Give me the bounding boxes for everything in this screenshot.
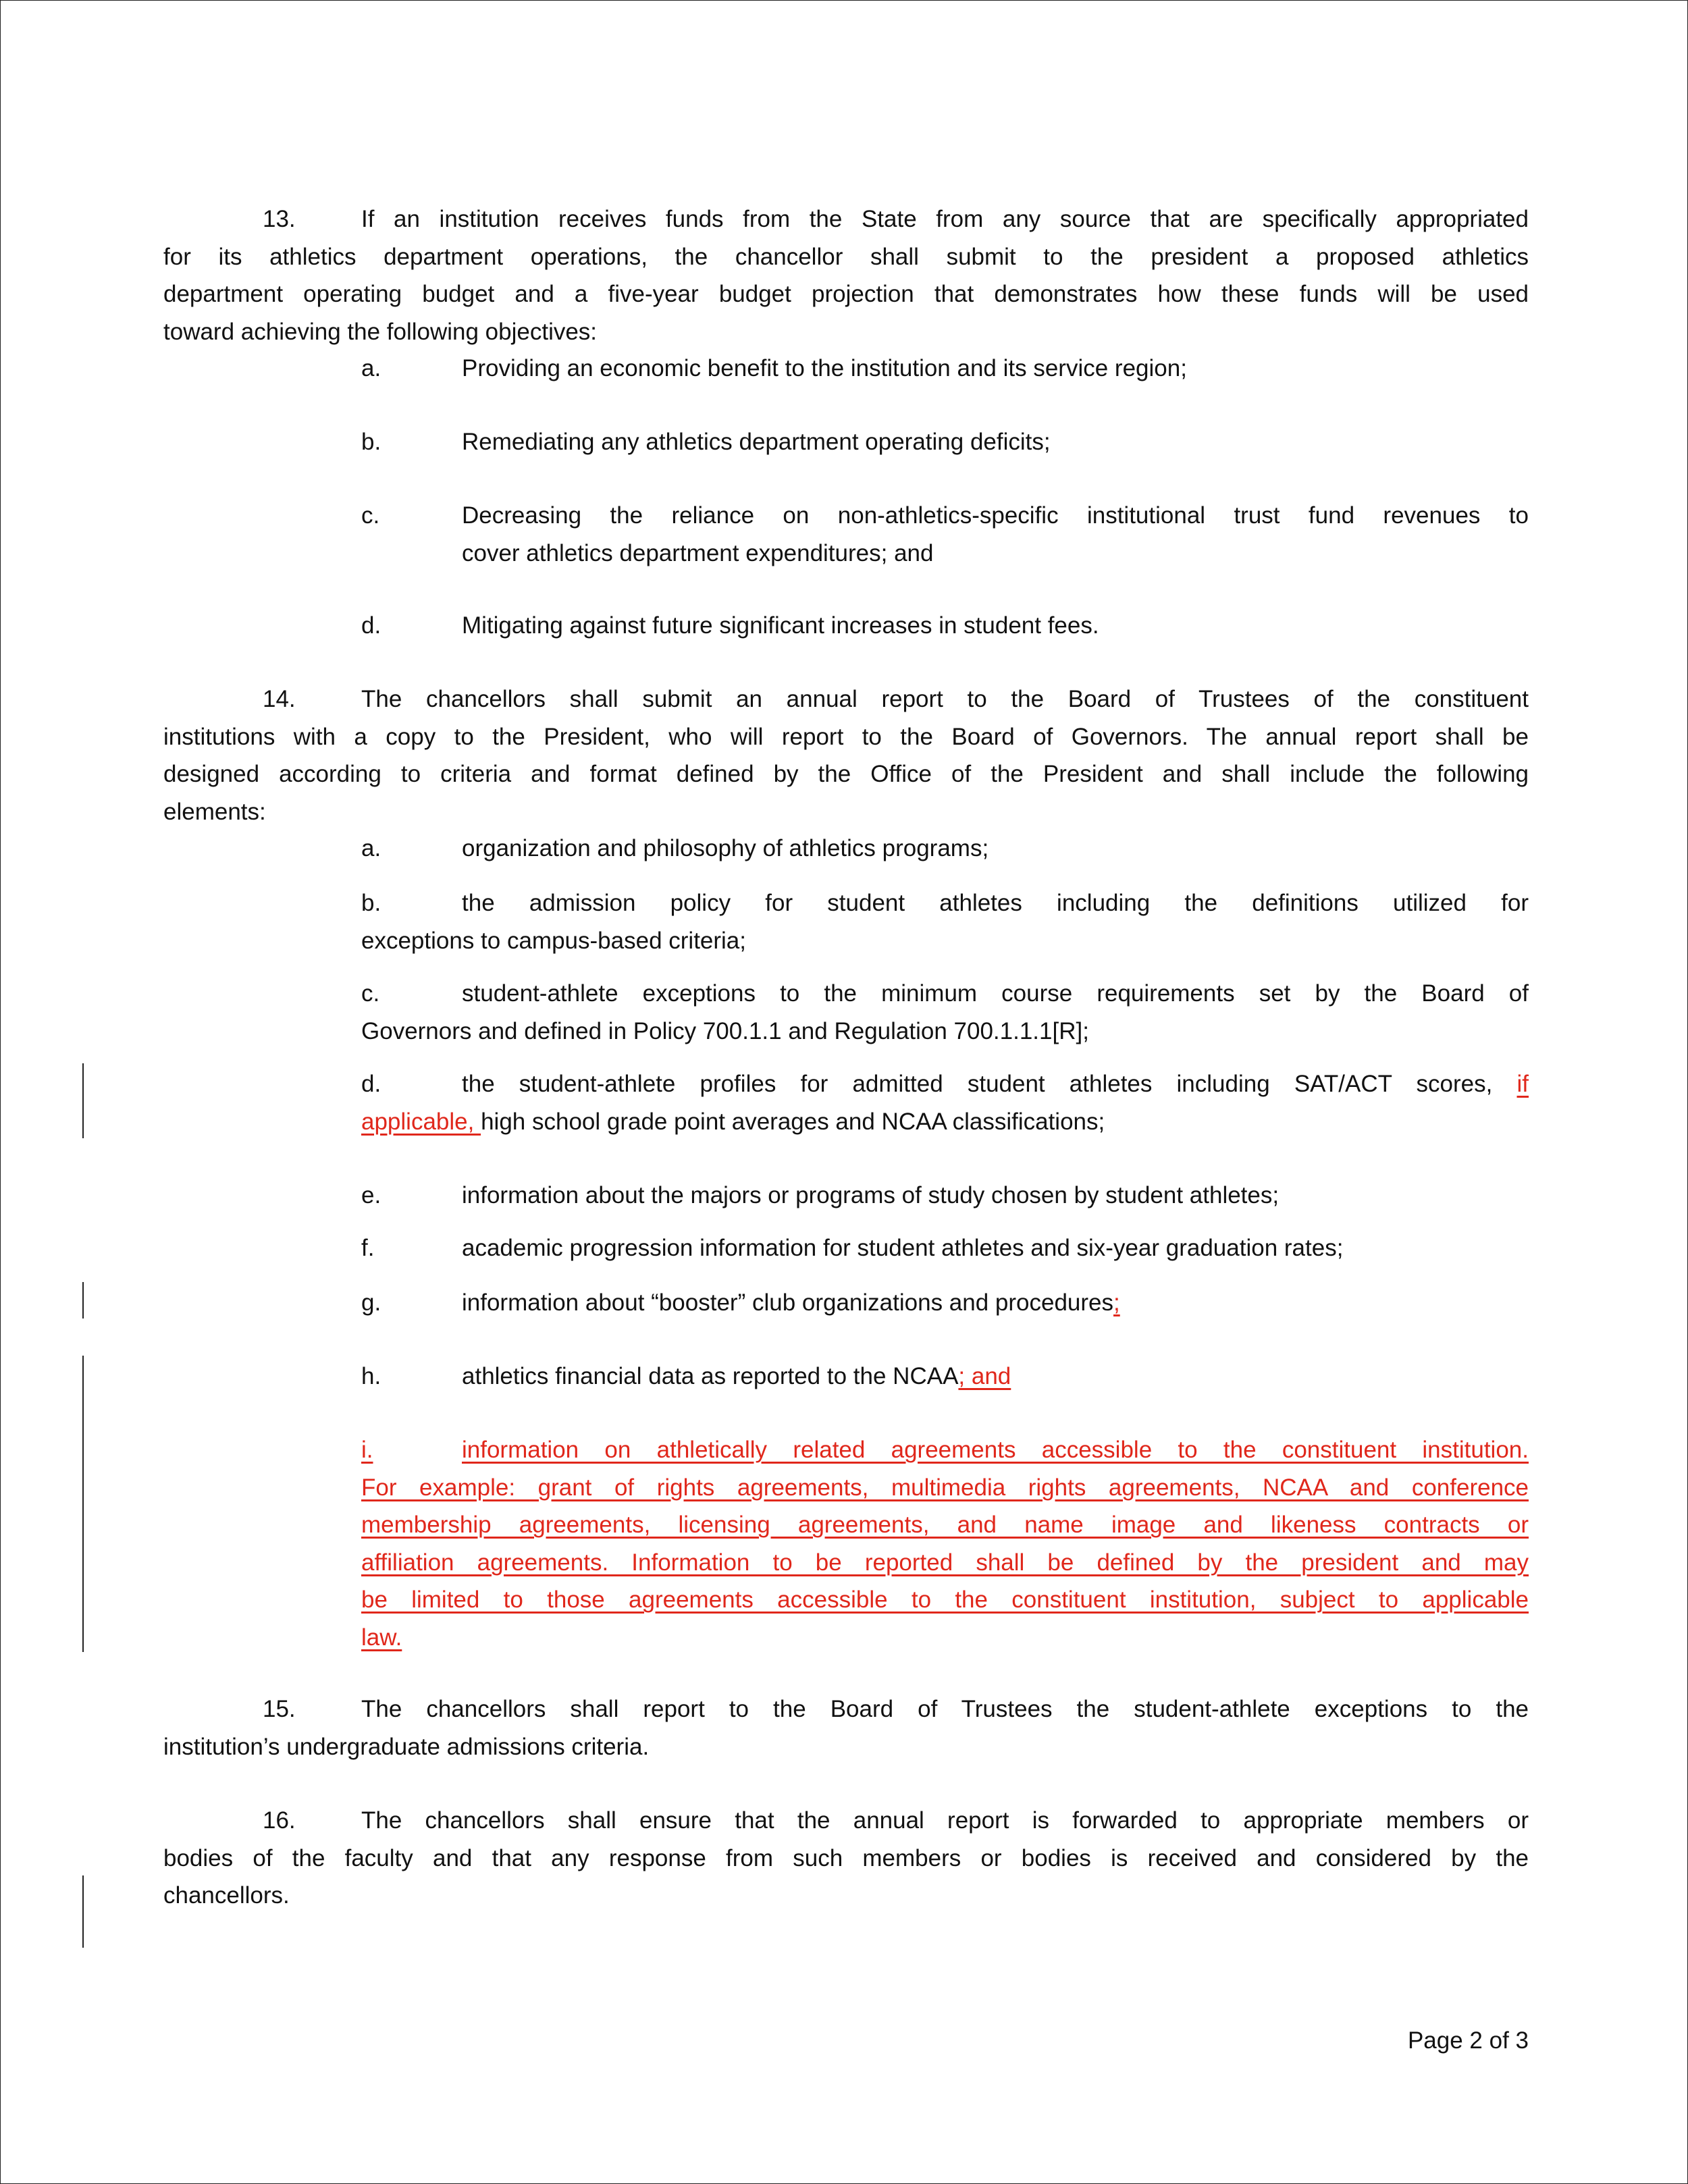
list-item-label: f.	[361, 1235, 375, 1261]
list-item-label: d.	[361, 1071, 381, 1097]
change-bar	[82, 1282, 84, 1319]
text-segment: academic progression information for student athletes and six-year graduation rates;	[462, 1235, 1344, 1261]
paragraph-number: 16.	[263, 1807, 296, 1834]
text-segment: institution’s undergraduate admissions criteria.	[163, 1733, 650, 1760]
change-bar	[82, 1063, 84, 1138]
text-segment: toward achieving the following objectives:	[163, 318, 598, 345]
text-line	[462, 833, 1529, 864]
text-segment: department operating budget and a five-year budget projection that demonstrates how these funds will be used	[163, 281, 1529, 308]
text-line	[163, 1843, 1529, 1874]
paragraph-number: 13.	[263, 206, 296, 232]
text-line	[462, 1361, 1529, 1392]
inserted-text: ; and	[958, 1363, 1011, 1389]
text-line	[163, 317, 1529, 348]
paragraph-number: 15.	[263, 1696, 296, 1722]
inserted-text: membership agreements, licensing agreements, and name image and likeness contracts or	[361, 1512, 1529, 1539]
text-line	[462, 1069, 1529, 1100]
text-segment: exceptions to campus-based criteria;	[361, 927, 746, 954]
inserted-text: information on athletically related agreements accessible to the constituent institution.	[462, 1437, 1529, 1463]
text-segment: cover athletics department expenditures; and	[462, 539, 934, 566]
text-line	[163, 759, 1529, 790]
text-line	[462, 978, 1529, 1009]
text-line	[462, 353, 1529, 384]
text-segment: bodies of the faculty and that any response from such members or bodies is received and considered by the	[163, 1844, 1529, 1871]
text-line	[361, 204, 1529, 235]
change-bar	[82, 1356, 84, 1652]
text-line	[361, 926, 1529, 957]
text-segment: designed according to criteria and format defined by the Office of the President and shall include the following	[163, 761, 1529, 788]
text-segment: Governors and defined in Policy 700.1.1 and Regulation 700.1.1.1[R];	[361, 1017, 1089, 1044]
list-item-label: c.	[361, 980, 380, 1007]
text-segment: Decreasing the reliance on non-athletics-specific institutional trust fund revenues to	[462, 502, 1529, 529]
text-line	[462, 427, 1529, 458]
text-line	[462, 500, 1529, 531]
text-line	[163, 242, 1529, 273]
text-line	[163, 1880, 1529, 1911]
list-item-label: i.	[361, 1437, 373, 1463]
list-item-label: d.	[361, 612, 381, 639]
inserted-text: law.	[361, 1624, 402, 1651]
text-line	[361, 1694, 1529, 1725]
text-segment: Remediating any athletics department operating deficits;	[462, 429, 1051, 455]
text-line	[163, 1732, 1529, 1763]
text-line	[361, 1107, 1529, 1138]
text-segment: the student-athlete profiles for admitted student athletes including SAT/ACT scores,	[462, 1071, 1517, 1097]
text-segment: Providing an economic benefit to the institution and its service region;	[462, 355, 1187, 381]
text-line	[462, 1233, 1529, 1264]
page-number: Page 2 of 3	[1407, 2027, 1529, 2054]
text-line	[462, 538, 1529, 569]
text-line	[163, 797, 1529, 828]
list-item-label: b.	[361, 429, 381, 455]
text-segment: The chancellors shall ensure that the annual report is forwarded to appropriate members or	[361, 1807, 1529, 1834]
inserted-text: ;	[1113, 1289, 1120, 1316]
text-segment: The chancellors shall report to the Board of Trustees the student-athlete exceptions to the	[361, 1696, 1529, 1722]
text-line	[361, 1510, 1529, 1541]
text-segment: elements:	[163, 798, 266, 825]
inserted-text: applicable,	[361, 1108, 481, 1135]
text-segment: institutions with a copy to the President, who will report to the Board of Governors. The annual report shall be	[163, 723, 1529, 750]
inserted-text: be limited to those agreements accessible to the constituent institution, subject to applicable	[361, 1587, 1529, 1614]
text-segment: athletics financial data as reported to the NCAA	[462, 1363, 959, 1389]
list-item-label: e.	[361, 1182, 381, 1208]
text-segment: chancellors.	[163, 1882, 290, 1909]
text-line	[361, 1472, 1529, 1503]
inserted-text: For example: grant of rights agreements, multimedia rights agreements, NCAA and conference	[361, 1474, 1529, 1501]
text-line	[361, 1584, 1529, 1616]
text-line	[361, 1805, 1529, 1836]
text-segment: information about “booster” club organizations and procedures	[462, 1289, 1114, 1316]
text-line	[462, 1287, 1529, 1319]
text-segment: If an institution receives funds from the State from any source that are specifically appropriated	[361, 206, 1529, 232]
list-item-label: g.	[361, 1289, 381, 1316]
paragraph-number: 14.	[263, 686, 296, 712]
list-item-label: c.	[361, 502, 380, 529]
text-line	[361, 684, 1529, 715]
text-segment: organization and philosophy of athletics programs;	[462, 835, 989, 861]
text-segment: Mitigating against future significant increases in student fees.	[462, 612, 1099, 639]
list-item-label: a.	[361, 355, 381, 381]
text-line	[462, 888, 1529, 919]
change-bar	[82, 1875, 84, 1948]
list-item-label: a.	[361, 835, 381, 861]
text-segment: The chancellors shall submit an annual report to the Board of Trustees of the constituent	[361, 686, 1529, 712]
text-line	[462, 1435, 1529, 1466]
text-line	[163, 279, 1529, 310]
list-item-label: b.	[361, 890, 381, 916]
text-line	[361, 1547, 1529, 1578]
text-segment: the admission policy for student athletes including the definitions utilized for	[462, 890, 1529, 916]
text-segment: high school grade point averages and NCAA classifications;	[481, 1108, 1105, 1135]
text-line	[163, 722, 1529, 753]
text-line	[361, 1622, 1529, 1653]
list-item-label: h.	[361, 1363, 381, 1389]
text-segment: information about the majors or programs of study chosen by student athletes;	[462, 1182, 1280, 1208]
text-segment: student-athlete exceptions to the minimum course requirements set by the Board of	[462, 980, 1529, 1007]
inserted-text: if	[1516, 1071, 1529, 1097]
text-segment: for its athletics department operations, the chancellor shall submit to the president a proposed athletics	[163, 243, 1529, 270]
inserted-text: affiliation agreements. Information to be reported shall be defined by the president and may	[361, 1549, 1529, 1576]
text-line	[462, 1180, 1529, 1211]
text-line	[462, 610, 1529, 641]
text-line	[361, 1016, 1529, 1047]
